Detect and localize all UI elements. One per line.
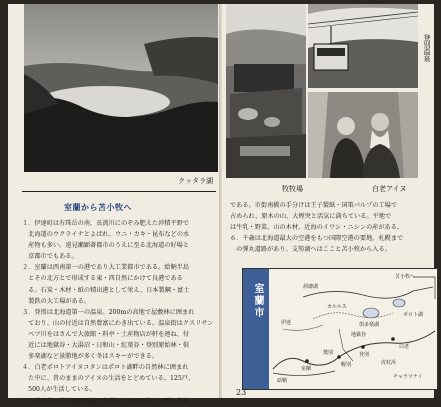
paragraph-line: 近には地獄谷・大湯沼・日和山・紅葉谷・登別原始林・倶: [22, 342, 190, 350]
paragraph-line: ベツ川をはさんで大旅館・料亭・土産物店が軒を連ね、付: [22, 330, 190, 338]
page-number: 23: [236, 388, 247, 397]
map-label: 虎杖浜: [381, 360, 397, 366]
paragraph-line: 多楽湖など景勝地が多く冬はスキーができる。: [22, 353, 159, 361]
paragraph-line: ２．室蘭は西南第一の港であり大工業都市である。絵鞆半島: [22, 264, 190, 272]
paragraph-line: 北海道のウクライナとよばれ、ウニ・カキ・昆布などの水: [22, 231, 190, 239]
paragraph-line: た中に、昔のままのアイヌの生活をとどめている。125戸、: [22, 375, 195, 383]
map-label: 絵鞆: [277, 378, 288, 384]
map-label: 登別: [359, 352, 370, 358]
map-label: 地獄谷: [351, 332, 367, 338]
paragraph-line: とその北方とで形成する東・西自然にかけて良港である: [22, 275, 183, 283]
map-side-label: 室蘭市: [252, 283, 263, 319]
map-label: カルルス: [327, 304, 347, 310]
ropeway-photo: [308, 4, 418, 88]
paragraph-line: 産物も多い。遠見瀬顕著都市のうえに至る北海道の好場と: [22, 242, 190, 250]
paragraph-line: 占められ、原木の山、大煙突と活気に満ちている。平地で: [230, 213, 392, 221]
right-page: [222, 4, 434, 398]
section-title: 室蘭から苫小牧へ: [64, 202, 132, 212]
paragraph-line: は牛乳・野菜、山の木材、近海のイワシ・ニシンの産がある。: [230, 224, 404, 232]
paragraph-line: ４．白老ポロトアイヌコタンはポロト湖畔の自然林に囲まれ: [22, 364, 189, 372]
map-label: 苫小牧へ: [395, 274, 416, 280]
lake-caption: クッタラ湖: [178, 177, 213, 185]
ainu-photo: [308, 92, 418, 178]
map-label: 鷲別: [323, 350, 334, 356]
pasture-caption: 牧牧場: [282, 185, 303, 193]
pasture-photo: [226, 4, 306, 178]
map-side-panel: [243, 269, 269, 389]
map-label: ポロト湖: [403, 312, 424, 318]
map-label: 伊達: [281, 320, 292, 326]
map-label: 白老: [399, 344, 410, 350]
paragraph-line: １．伊達町は有珠岳の南、長流川にのぞみ肥えた沖積平野で: [22, 220, 190, 227]
paragraph-line: ６．千歳は北海道最大の空港をもつ国際空港の要地。札幌まで: [230, 235, 404, 243]
map-drawing: [243, 269, 437, 389]
paragraph-line: 製鉄の大工場がある。: [22, 297, 91, 305]
paragraph-line: ５．苫小牧は勇払原野西隅に位置し、わが国第一の紙の都市: [22, 397, 190, 405]
ainu-caption: 白老アイヌ: [372, 185, 407, 193]
paragraph-line: 500人が生活している。: [22, 386, 96, 394]
paragraph-line: である。市街南橋の手分けは王子製紙・国策パルプの工場で: [230, 202, 398, 209]
map-label: 洞爺湖: [303, 284, 319, 290]
left-page: [8, 4, 220, 405]
map-label: チャラツナイ: [393, 374, 423, 380]
left-body-text: [22, 218, 218, 407]
area-map: [242, 268, 438, 390]
map-label: 幌別: [341, 362, 352, 368]
paragraph-line: 京都市でもある。: [22, 253, 78, 261]
paragraph-line: る。石炭・木材・紙の積出港として栄え、日本製鋼・富士: [22, 286, 190, 294]
paragraph-line: ており、山の付近は自然豊富にわき出ている。温泉街はクスリサン: [22, 319, 214, 327]
map-label: 室蘭: [301, 366, 312, 372]
title-rule: [22, 191, 216, 192]
paragraph-line: ３．登別は北海道第一の温泉。200mの高地で屋敷林に囲まれ: [22, 308, 195, 316]
paragraph-line: の弾丸道路があり、支笏湖へはここと苫小牧から入る。: [230, 246, 391, 254]
right-body-text: [230, 200, 430, 255]
onsen-caption: 登別温泉: [423, 34, 431, 62]
lake-photo: [24, 4, 218, 172]
map-label: 倶多楽湖: [359, 322, 380, 328]
